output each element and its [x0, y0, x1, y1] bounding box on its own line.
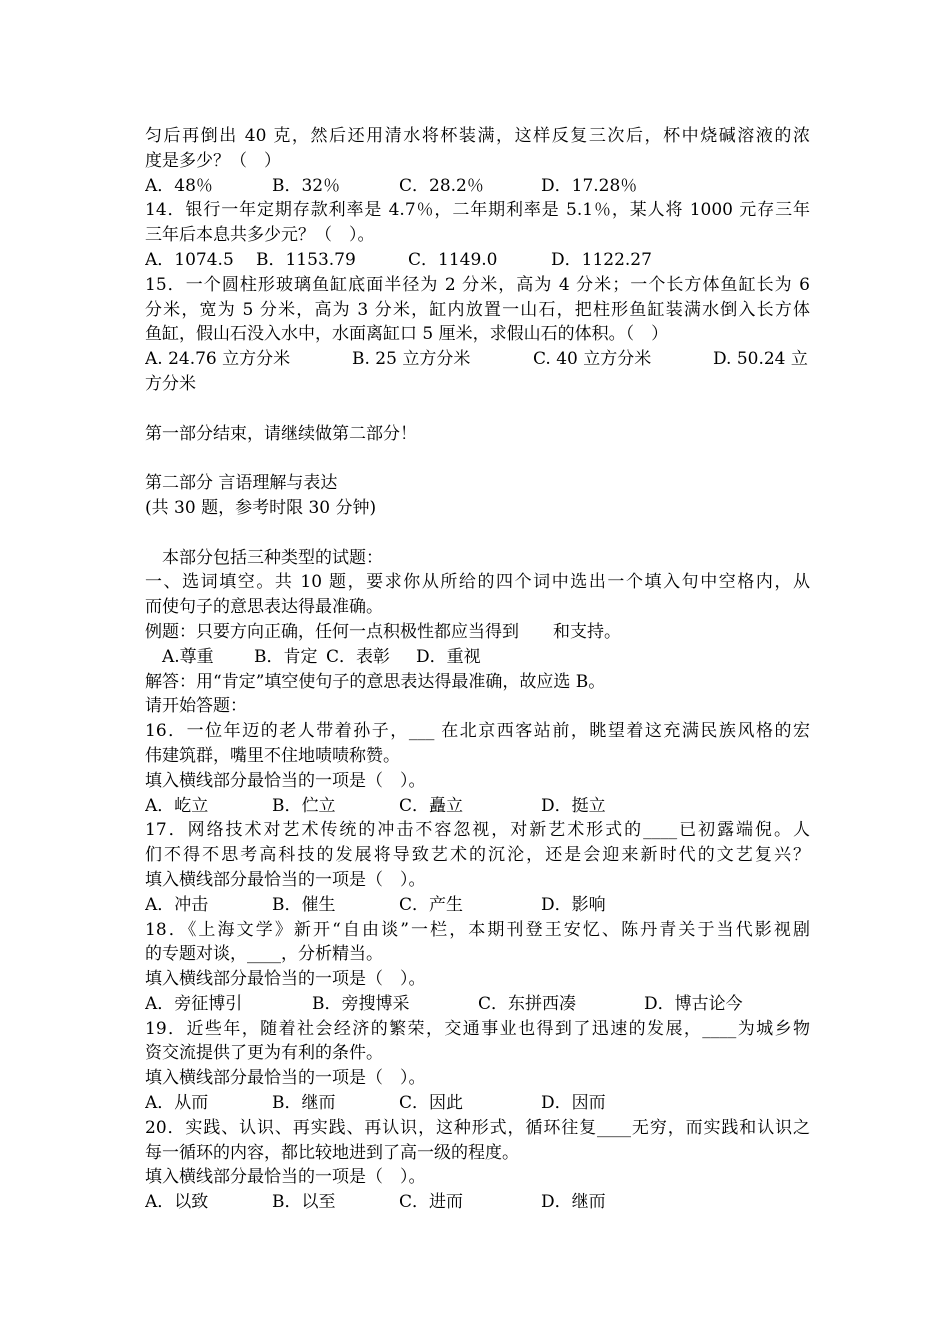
q16-option-b: B．伫立 [272, 795, 336, 816]
q15-option-b: B. 25 立方分米 [352, 349, 471, 370]
part2-title: 第二部分 言语理解与表达 [145, 473, 338, 494]
q15-line2: 分米，宽为 5 分米，高为 3 分米，缸内放置一山石，把柱形鱼缸装满水倒入长方体 [145, 299, 810, 320]
q18-line2: 的专题对谈，____，分析精当。 [145, 944, 383, 965]
q17-line1: 17．网络技术对艺术传统的冲击不容忽视，对新艺术形式的____已初露端倪。人 [145, 820, 810, 841]
q15-options [145, 347, 810, 372]
example-option-d: D．重视 [416, 646, 481, 667]
q19-option-d: D．因而 [541, 1093, 606, 1114]
q15-option-d: D. 50.24 立 [713, 349, 808, 370]
q18-line1: 18．《上海文学》新开“自由谈”一栏，本期刊登王安忆、陈丹青关于当代影视剧 [145, 919, 810, 940]
q17-line2: 们不得不思考高科技的发展将导致艺术的沉沦，还是会迎来新时代的文艺复兴？ [145, 845, 810, 866]
q18-option-a: A．旁征博引 [145, 993, 243, 1014]
q18-option-d: D．博古论今 [644, 993, 743, 1014]
q19-line2: 资交流提供了更为有利的条件。 [145, 1043, 383, 1064]
q17-option-c: C．产生 [399, 894, 464, 915]
q17-option-a: A．冲击 [145, 894, 209, 915]
q15-option-a: A. 24.76 立方分米 [145, 349, 291, 370]
q16-option-a: A．屹立 [145, 795, 209, 816]
q19-prompt: 填入横线部分最恰当的一项是（ ）。 [145, 1068, 426, 1089]
q20-options [145, 1190, 810, 1215]
q19-line1: 19．近些年，随着社会经济的繁荣，交通事业也得到了迅速的发展，____为城乡物 [145, 1018, 810, 1039]
start-prompt: 请开始答题： [145, 696, 247, 717]
q15-options-wrap: 方分米 [145, 373, 196, 394]
spacer [145, 521, 810, 546]
q17-prompt: 填入横线部分最恰当的一项是（ ）。 [145, 869, 426, 890]
q13-option-b: B．32％ [272, 175, 341, 196]
q14-option-c: C．1149.0 [408, 249, 498, 270]
document-page [145, 124, 810, 1215]
q20-line1: 20．实践、认识、再实践、再认识，这种形式，循环往复____无穷，而实践和认识之 [145, 1117, 810, 1138]
q14-options [145, 248, 810, 273]
q20-option-d: D．继而 [541, 1192, 606, 1213]
q14-line2: 三年后本息共多少元？（ ）。 [145, 225, 375, 246]
example-option-a: A.尊重 [162, 646, 214, 667]
q14-option-b: B．1153.79 [256, 249, 356, 270]
q20-line2: 每一循环的内容，都比较地进到了高一级的程度。 [145, 1142, 519, 1163]
q20-prompt: 填入横线部分最恰当的一项是（ ）。 [145, 1167, 426, 1188]
example-option-b: B．肯定 [254, 646, 318, 667]
spacer [145, 446, 810, 471]
q13-options [145, 174, 810, 199]
q13-line1: 匀后再倒出 40 克，然后还用清水将杯装满，这样反复三次后，杯中烧碱溶液的浓 [145, 126, 810, 146]
q15-line3: 鱼缸，假山石没入水中，水面离缸口 5 厘米，求假山石的体积。（ ） [145, 324, 669, 345]
q17-options [145, 893, 810, 918]
example-option-c: C．表彰 [326, 646, 391, 667]
q15-option-c: C. 40 立方分米 [533, 349, 652, 370]
q16-prompt: 填入横线部分最恰当的一项是（ ）。 [145, 770, 426, 791]
part1-end-notice: 第一部分结束，请继续做第二部分！ [145, 423, 417, 444]
q20-option-a: A．以致 [145, 1192, 209, 1213]
q18-option-c: C．东拼西凑 [478, 993, 577, 1014]
q15-line1: 15．一个圆柱形玻璃鱼缸底面半径为 2 分米，高为 4 分米；一个长方体鱼缸长为 6 [145, 274, 810, 295]
q18-option-b: B．旁搜博采 [312, 993, 410, 1014]
q16-options [145, 794, 810, 819]
q17-option-d: D．影响 [541, 894, 606, 915]
q19-option-a: A．从而 [145, 1093, 209, 1114]
q19-options [145, 1091, 810, 1116]
q20-option-b: B．以至 [272, 1192, 336, 1213]
part2-intro: 本部分包括三种类型的试题： [162, 547, 383, 568]
section1-line2: 而使句子的意思表达得最准确。 [145, 597, 383, 618]
q16-option-d: D．挺立 [541, 795, 606, 816]
q16-line2: 伟建筑群，嘴里不住地啧啧称赞。 [145, 745, 400, 766]
part2-subtitle: (共 30 题，参考时限 30 分钟) [145, 497, 377, 518]
section1-line1: 一、选词填空。共 10 题，要求你从所给的四个词中选出一个填入句中空格内，从 [145, 572, 810, 593]
q19-option-b: B．继而 [272, 1093, 336, 1114]
q13-option-d: D．17.28％ [541, 175, 638, 196]
q13-line2: 度是多少？（ ） [145, 150, 281, 171]
q18-options [145, 992, 810, 1017]
spacer [145, 397, 810, 422]
q14-line1: 14．银行一年定期存款利率是 4.7％，二年期利率是 5.1％，某人将 1000 元存三年 [145, 200, 810, 221]
q14-option-a: A．1074.5 [145, 249, 234, 270]
example-options [145, 645, 810, 670]
q20-option-c: C．进而 [399, 1192, 464, 1213]
q14-option-d: D．1122.27 [551, 249, 652, 270]
q17-option-b: B．催生 [272, 894, 336, 915]
q13-option-a: A．48％ [145, 175, 213, 196]
q13-option-c: C．28.2％ [399, 175, 484, 196]
q16-option-c: C．矗立 [399, 795, 464, 816]
example-question: 例题：只要方向正确，任何一点积极性都应当得到 和支持。 [145, 621, 621, 642]
example-answer: 解答：用“肯定”填空使句子的意思表达得最准确，故应选 B。 [145, 671, 606, 692]
q16-line1: 16．一位年迈的老人带着孙子，___ 在北京西客站前，眺望着这充满民族风格的宏 [145, 721, 810, 742]
q18-prompt: 填入横线部分最恰当的一项是（ ）。 [145, 969, 426, 990]
q19-option-c: C．因此 [399, 1093, 464, 1114]
